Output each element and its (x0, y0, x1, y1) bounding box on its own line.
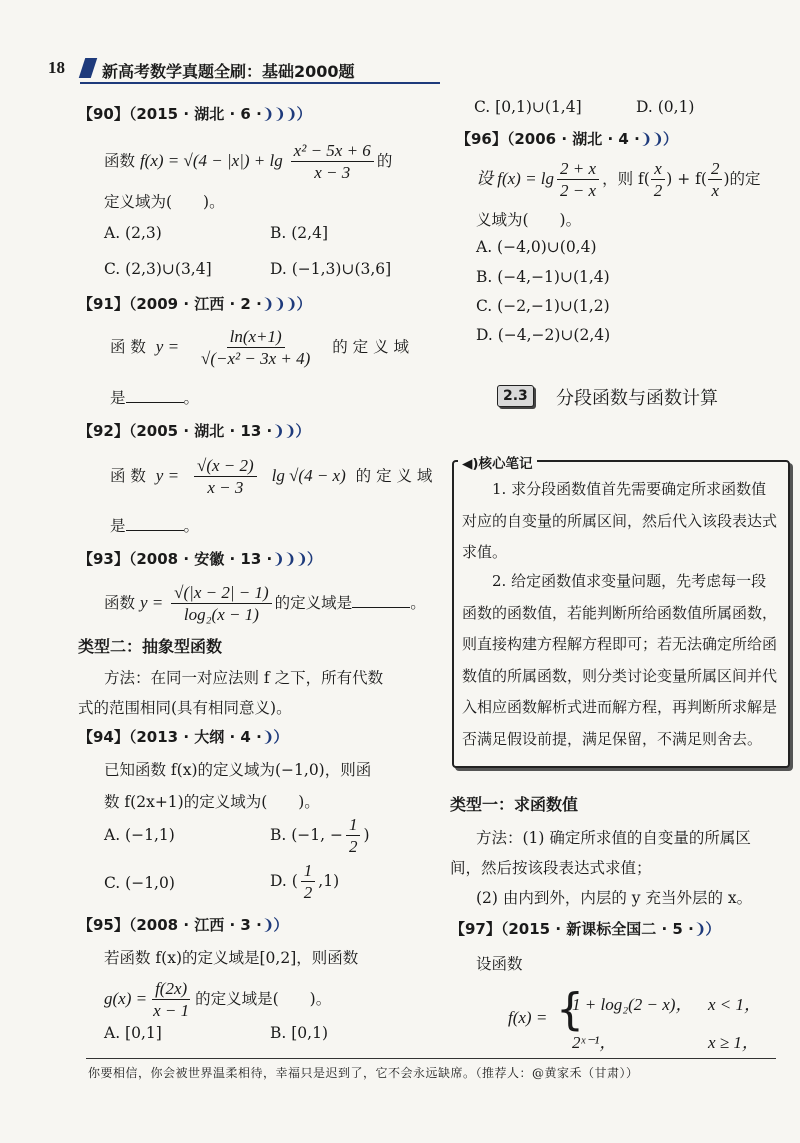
type-1-method-line1: 方法：(1) 确定所求值的自变量的所属区 (476, 829, 751, 847)
option-b: B. (−1, − $\frac{1}{2}$ ) (270, 815, 370, 857)
section-title: 分段函数与函数计算 (556, 388, 718, 409)
footer-quote: 你要相信，你会被世界温柔相待，幸福只是迟到了，它不会永远缺席。（推荐人：@黄家禾（甘肃）） (88, 1066, 639, 1080)
core-note-paragraph-1: 1. 求分段函数值首先需要确定所求函数值对应的自变量的所属区间，然后代入该段表达式求值。 (462, 480, 778, 561)
core-note-box (452, 456, 790, 768)
piecewise-case-2: 2ˣ⁻¹， (572, 1033, 617, 1052)
question-90-stem-line2: 定义域为( )。 (104, 193, 225, 211)
question-95-header: 【95】（2008 · 江西 · 3 ·❩） (78, 916, 288, 934)
question-92-header: 【92】（2005 · 湖北 · 13 ·❩❩） (78, 422, 310, 440)
question-94-header: 【94】（2013 · 大纲 · 4 ·❩） (78, 728, 288, 746)
question-93-header: 【93】（2008 · 安徽 · 13 ·❩❩❩） (78, 550, 321, 568)
footer-rule (86, 1058, 776, 1059)
option-c: C. (−2,−1)∪(1,2) (476, 297, 610, 315)
core-note-paragraph-2: 2. 给定函数值求变量问题，先考虑每一段函数的函数值，若能判断所给函数值所属函数，则直接构建方程解方程即可；若无法确定所给函数值的所属函数，则分类讨论变量所属区间并代入相应函数解析式进而解方程，再判断所求解是否满足假设前提，满足保留，不满足则舍去。 (462, 572, 778, 748)
piecewise-case-1: 1 + log₂(2 − x)， (572, 995, 693, 1014)
question-97-stem-line1: 设函数 (476, 955, 523, 973)
piecewise-cond-2: x ≥ 1， (708, 1033, 759, 1052)
header-rule (80, 82, 440, 84)
question-93-stem: 函数 y = $\frac{√(|x - 2| - 1)}{\text{log₂(x − 1)}}$ 的定义域是 。 (104, 583, 426, 625)
option-c: C. [0,1)∪(1,4] (474, 98, 582, 116)
type-1-method-line3: (2) 由内到外，内层的 y 充当外层的 x。 (476, 889, 753, 907)
option-b: B. [0,1) (270, 1024, 328, 1042)
question-96-stem: 设 f(x) = lg $\frac{2 + x}{2 - x}$ ，则 f( $\frac{x}{2}$ ) + f( $\frac{2}{x}$ )的定 (476, 159, 761, 201)
page-number: 18 (48, 58, 65, 77)
question-90-stem: 函数 f(x) = √(4 − |x|) + lg $\frac{\text{x² − 5x + 6}}{x - 3}$ 的 (104, 141, 393, 183)
piecewise-lhs: f(x) = (508, 1008, 548, 1027)
question-92-stem-line2: 是 。 (110, 517, 200, 535)
type-2-title: 类型二：抽象型函数 (78, 637, 223, 656)
question-96-stem-line2: 义域为( )。 (476, 211, 582, 229)
section-number: 2.3 (497, 385, 534, 407)
question-94-stem-line1: 已知函数 f(x)的定义域为(−1,0)，则函 (104, 761, 372, 779)
piecewise-cond-1: x < 1， (708, 995, 762, 1014)
core-note-title: ◀)核心笔记 (458, 452, 537, 472)
option-b: B. (2,4] (270, 224, 328, 242)
type-1-method-line2: 间，然后按该段表达式求值； (450, 859, 652, 877)
option-a: A. [0,1] (104, 1024, 162, 1042)
question-95-stem-line1: 若函数 f(x)的定义域是[0,2]，则函数 (104, 949, 359, 967)
question-96-header: 【96】（2006 · 湖北 · 4 ·❩❩） (456, 130, 677, 148)
option-a: A. (−1,1) (104, 826, 175, 844)
left-brace-icon: { (556, 984, 584, 1035)
question-92-stem: 函 数 y = $\frac{√(x - 2)}{x - 3}$ lg √(4 − x) 的 定 义 域 (110, 456, 433, 498)
option-b: B. (−4,−1)∪(1,4) (476, 268, 610, 286)
option-a: A. (2,3) (104, 224, 162, 242)
option-c: C. (2,3)∪(3,4] (104, 260, 212, 278)
option-d: D. (−1,3)∪(3,6] (270, 260, 392, 278)
question-90-header: 【90】（2015 · 湖北 · 6 ·❩❩❩） (78, 105, 311, 123)
question-97-header: 【97】（2015 · 新课标全国二 · 5 ·❩） (450, 920, 720, 938)
type-1-title: 类型一：求函数值 (450, 795, 579, 814)
option-a: A. (−4,0)∪(0,4) (476, 238, 597, 256)
type-2-method-line1: 方法：在同一对应法则 f 之下，所有代数 (104, 669, 384, 687)
book-title: 新高考数学真题全刷：基础2000题 (102, 62, 355, 81)
option-c: C. (−1,0) (104, 874, 175, 892)
header-mark-icon (79, 58, 97, 78)
type-2-method-line2: 式的范围相同(具有相同意义)。 (78, 699, 292, 717)
question-91-stem: 函 数 y = $\frac{\ln(x+1)}{\text{√(−x² − 3x + 4)}}$ 的 定 义 域 (110, 327, 410, 369)
option-d: D. ( $\frac{1}{2}$ ,1) (270, 861, 340, 903)
question-91-stem-line2: 是 。 (110, 389, 200, 407)
question-95-stem-line2: g(x) = $\frac{f(2x)}{x - 1}$ 的定义域是( )。 (104, 979, 332, 1021)
question-94-stem-line2: 数 f(2x+1)的定义域为( )。 (104, 793, 320, 811)
option-d: D. (0,1) (636, 98, 695, 116)
option-d: D. (−4,−2)∪(2,4) (476, 326, 611, 344)
question-91-header: 【91】（2009 · 江西 · 2 ·❩❩❩） (78, 295, 311, 313)
